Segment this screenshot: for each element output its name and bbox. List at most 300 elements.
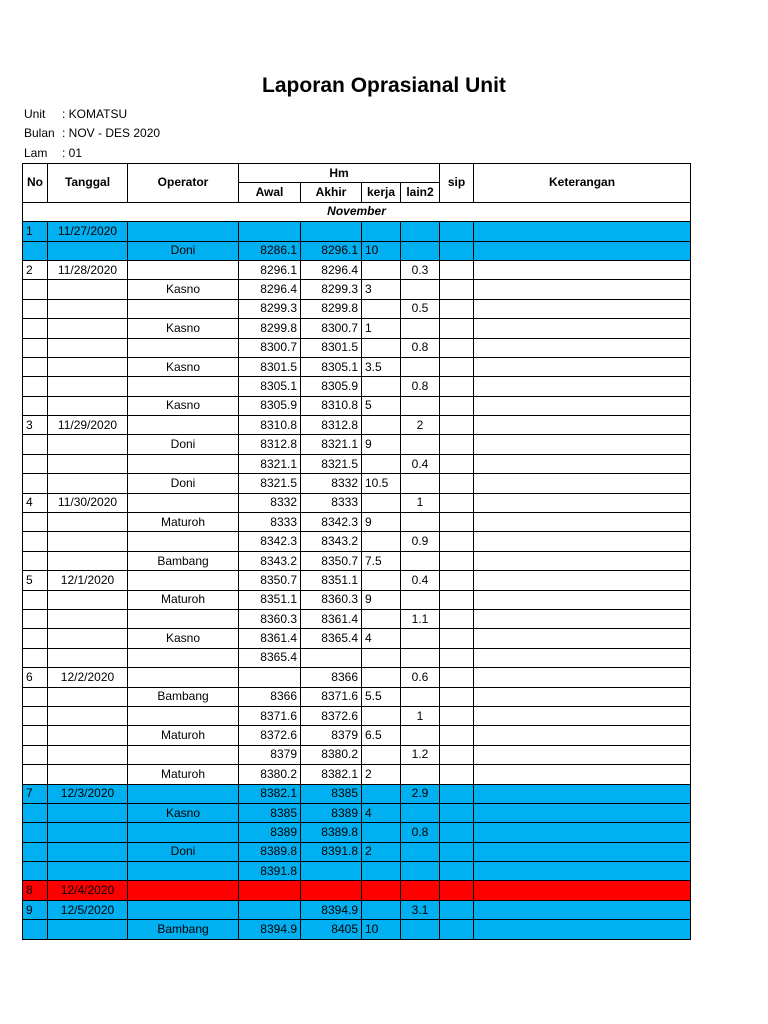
cell-operator: Doni (128, 842, 239, 861)
cell-sip (440, 765, 474, 784)
cell-operator (128, 338, 239, 357)
cell-no: 1 (23, 222, 48, 241)
cell-kerja: 2 (362, 765, 401, 784)
cell-lain2 (401, 842, 440, 861)
cell-tanggal (48, 280, 128, 299)
cell-awal: 8366 (239, 687, 301, 706)
cell-akhir: 8394.9 (301, 900, 362, 919)
cell-no (23, 474, 48, 493)
header-lain2: lain2 (401, 183, 440, 202)
cell-awal: 8350.7 (239, 571, 301, 590)
cell-no (23, 513, 48, 532)
table-row (23, 687, 691, 706)
table-row (23, 745, 691, 764)
cell-lain2: 2 (401, 416, 440, 435)
table-row (23, 532, 691, 551)
table-row (23, 299, 691, 318)
cell-kerja: 5.5 (362, 687, 401, 706)
cell-tanggal: 12/4/2020 (48, 881, 128, 900)
cell-lain2 (401, 590, 440, 609)
cell-awal: 8333 (239, 513, 301, 532)
cell-akhir: 8405 (301, 920, 362, 939)
header-no: No (23, 164, 48, 203)
table-row (23, 260, 691, 279)
cell-kerja (362, 416, 401, 435)
table-row (23, 823, 691, 842)
cell-awal (239, 900, 301, 919)
cell-tanggal (48, 532, 128, 551)
table-row (23, 706, 691, 725)
cell-akhir: 8310.8 (301, 396, 362, 415)
cell-tanggal (48, 920, 128, 939)
cell-tanggal (48, 745, 128, 764)
cell-kerja: 10 (362, 920, 401, 939)
cell-akhir: 8305.9 (301, 377, 362, 396)
cell-awal: 8382.1 (239, 784, 301, 803)
cell-tanggal (48, 823, 128, 842)
cell-tanggal (48, 241, 128, 260)
cell-kerja (362, 532, 401, 551)
cell-sip (440, 726, 474, 745)
cell-no (23, 396, 48, 415)
cell-kerja: 10 (362, 241, 401, 260)
cell-keterangan (474, 920, 691, 939)
cell-akhir: 8351.1 (301, 571, 362, 590)
cell-akhir (301, 862, 362, 881)
cell-keterangan (474, 493, 691, 512)
cell-keterangan (474, 609, 691, 628)
cell-kerja (362, 493, 401, 512)
table-row (23, 222, 691, 241)
cell-no (23, 357, 48, 376)
cell-tanggal (48, 551, 128, 570)
cell-operator (128, 609, 239, 628)
cell-no (23, 862, 48, 881)
cell-keterangan (474, 513, 691, 532)
cell-no: 3 (23, 416, 48, 435)
meta-bulan-value: : NOV - DES 2020 (62, 126, 161, 140)
cell-akhir: 8299.8 (301, 299, 362, 318)
cell-awal: 8391.8 (239, 862, 301, 881)
cell-awal: 8332 (239, 493, 301, 512)
table-row (23, 338, 691, 357)
cell-awal: 8389 (239, 823, 301, 842)
cell-akhir: 8342.3 (301, 513, 362, 532)
cell-tanggal (48, 842, 128, 861)
cell-operator (128, 299, 239, 318)
cell-keterangan (474, 454, 691, 473)
header-row (23, 164, 691, 183)
cell-tanggal (48, 319, 128, 338)
table-row (23, 629, 691, 648)
cell-lain2: 0.4 (401, 454, 440, 473)
cell-lain2: 0.8 (401, 823, 440, 842)
cell-kerja: 3.5 (362, 357, 401, 376)
cell-akhir (301, 881, 362, 900)
cell-kerja (362, 706, 401, 725)
cell-operator: Doni (128, 241, 239, 260)
cell-kerja (362, 900, 401, 919)
cell-awal: 8299.3 (239, 299, 301, 318)
cell-akhir: 8296.1 (301, 241, 362, 260)
cell-sip (440, 687, 474, 706)
cell-awal: 8360.3 (239, 609, 301, 628)
cell-operator: Kasno (128, 396, 239, 415)
cell-no (23, 454, 48, 473)
cell-kerja (362, 338, 401, 357)
cell-keterangan (474, 474, 691, 493)
cell-kerja: 5 (362, 396, 401, 415)
cell-keterangan (474, 260, 691, 279)
cell-keterangan (474, 881, 691, 900)
cell-no (23, 280, 48, 299)
cell-lain2: 1 (401, 493, 440, 512)
cell-tanggal (48, 629, 128, 648)
cell-akhir: 8371.6 (301, 687, 362, 706)
cell-lain2: 0.3 (401, 260, 440, 279)
month-label: November (23, 202, 691, 221)
cell-tanggal: 11/27/2020 (48, 222, 128, 241)
cell-tanggal: 11/28/2020 (48, 260, 128, 279)
cell-kerja: 4 (362, 629, 401, 648)
cell-tanggal (48, 862, 128, 881)
cell-sip (440, 551, 474, 570)
cell-awal: 8310.8 (239, 416, 301, 435)
cell-keterangan (474, 823, 691, 842)
table-row (23, 784, 691, 803)
table-row (23, 668, 691, 687)
cell-keterangan (474, 416, 691, 435)
table-row (23, 765, 691, 784)
cell-tanggal (48, 687, 128, 706)
meta-lam-value: : 01 (62, 146, 83, 160)
cell-keterangan (474, 338, 691, 357)
cell-sip (440, 609, 474, 628)
cell-no (23, 377, 48, 396)
cell-keterangan (474, 590, 691, 609)
cell-operator (128, 881, 239, 900)
cell-sip (440, 474, 474, 493)
cell-keterangan (474, 551, 691, 570)
cell-kerja (362, 222, 401, 241)
cell-operator: Kasno (128, 803, 239, 822)
cell-awal: 8343.2 (239, 551, 301, 570)
meta-unit-label: Unit (24, 107, 46, 121)
header-hm: Hm (239, 164, 440, 183)
table-row (23, 900, 691, 919)
cell-tanggal (48, 765, 128, 784)
cell-lain2 (401, 551, 440, 570)
cell-lain2 (401, 319, 440, 338)
cell-no: 6 (23, 668, 48, 687)
cell-sip (440, 803, 474, 822)
table-row (23, 571, 691, 590)
cell-kerja (362, 668, 401, 687)
cell-kerja (362, 260, 401, 279)
cell-sip (440, 862, 474, 881)
cell-keterangan (474, 726, 691, 745)
cell-kerja: 9 (362, 435, 401, 454)
cell-lain2 (401, 396, 440, 415)
table-row (23, 609, 691, 628)
cell-keterangan (474, 862, 691, 881)
cell-akhir: 8379 (301, 726, 362, 745)
cell-operator: Kasno (128, 629, 239, 648)
cell-keterangan (474, 784, 691, 803)
cell-sip (440, 842, 474, 861)
table-row (23, 881, 691, 900)
cell-keterangan (474, 765, 691, 784)
cell-awal: 8296.1 (239, 260, 301, 279)
cell-operator: Maturoh (128, 726, 239, 745)
cell-operator (128, 222, 239, 241)
cell-operator (128, 454, 239, 473)
cell-no (23, 823, 48, 842)
cell-no (23, 648, 48, 667)
cell-no: 9 (23, 900, 48, 919)
cell-tanggal: 12/5/2020 (48, 900, 128, 919)
cell-operator: Kasno (128, 357, 239, 376)
cell-keterangan (474, 435, 691, 454)
cell-awal (239, 222, 301, 241)
cell-no: 7 (23, 784, 48, 803)
cell-tanggal: 11/30/2020 (48, 493, 128, 512)
cell-awal: 8342.3 (239, 532, 301, 551)
table-row (23, 241, 691, 260)
cell-keterangan (474, 687, 691, 706)
table-row (23, 396, 691, 415)
cell-lain2: 0.5 (401, 299, 440, 318)
cell-lain2: 0.6 (401, 668, 440, 687)
cell-kerja (362, 745, 401, 764)
table-row (23, 648, 691, 667)
cell-sip (440, 493, 474, 512)
meta-unit (24, 107, 127, 121)
table-row (23, 416, 691, 435)
meta-lam (24, 146, 82, 160)
cell-operator: Maturoh (128, 765, 239, 784)
table-row (23, 454, 691, 473)
cell-operator (128, 900, 239, 919)
cell-tanggal (48, 454, 128, 473)
cell-kerja: 6.5 (362, 726, 401, 745)
cell-akhir: 8389 (301, 803, 362, 822)
cell-operator (128, 745, 239, 764)
cell-lain2 (401, 629, 440, 648)
cell-lain2: 1 (401, 706, 440, 725)
cell-sip (440, 920, 474, 939)
cell-sip (440, 629, 474, 648)
cell-no: 2 (23, 260, 48, 279)
cell-operator (128, 493, 239, 512)
cell-kerja (362, 299, 401, 318)
cell-lain2: 2.9 (401, 784, 440, 803)
cell-sip (440, 532, 474, 551)
table-row (23, 842, 691, 861)
cell-operator (128, 377, 239, 396)
cell-no (23, 629, 48, 648)
header-tanggal: Tanggal (48, 164, 128, 203)
cell-awal: 8394.9 (239, 920, 301, 939)
cell-sip (440, 590, 474, 609)
table-row (23, 862, 691, 881)
cell-kerja (362, 648, 401, 667)
cell-no (23, 609, 48, 628)
cell-awal: 8361.4 (239, 629, 301, 648)
cell-no (23, 241, 48, 260)
cell-akhir: 8385 (301, 784, 362, 803)
cell-no (23, 745, 48, 764)
cell-akhir: 8372.6 (301, 706, 362, 725)
cell-sip (440, 280, 474, 299)
table-row (23, 319, 691, 338)
cell-awal: 8321.5 (239, 474, 301, 493)
cell-sip (440, 668, 474, 687)
table-row (23, 357, 691, 376)
cell-keterangan (474, 396, 691, 415)
header-kerja: kerja (362, 183, 401, 202)
cell-akhir: 8321.5 (301, 454, 362, 473)
cell-akhir: 8361.4 (301, 609, 362, 628)
cell-kerja (362, 454, 401, 473)
cell-tanggal (48, 338, 128, 357)
cell-no (23, 842, 48, 861)
month-row (23, 202, 691, 221)
cell-awal: 8305.9 (239, 396, 301, 415)
cell-awal: 8385 (239, 803, 301, 822)
cell-sip (440, 435, 474, 454)
cell-lain2: 0.8 (401, 338, 440, 357)
cell-awal: 8301.5 (239, 357, 301, 376)
cell-akhir: 8305.1 (301, 357, 362, 376)
cell-lain2 (401, 765, 440, 784)
cell-lain2 (401, 241, 440, 260)
cell-keterangan (474, 357, 691, 376)
cell-operator (128, 532, 239, 551)
cell-akhir: 8382.1 (301, 765, 362, 784)
cell-tanggal: 11/29/2020 (48, 416, 128, 435)
cell-awal (239, 668, 301, 687)
cell-lain2 (401, 687, 440, 706)
cell-operator (128, 648, 239, 667)
table-row (23, 280, 691, 299)
cell-tanggal (48, 648, 128, 667)
cell-sip (440, 513, 474, 532)
cell-akhir: 8321.1 (301, 435, 362, 454)
cell-operator (128, 260, 239, 279)
table-row (23, 551, 691, 570)
cell-akhir: 8300.7 (301, 319, 362, 338)
cell-sip (440, 260, 474, 279)
cell-sip (440, 454, 474, 473)
cell-operator: Doni (128, 435, 239, 454)
cell-operator: Maturoh (128, 513, 239, 532)
cell-sip (440, 571, 474, 590)
cell-sip (440, 784, 474, 803)
cell-sip (440, 319, 474, 338)
cell-keterangan (474, 745, 691, 764)
cell-tanggal (48, 357, 128, 376)
cell-keterangan (474, 532, 691, 551)
cell-operator: Doni (128, 474, 239, 493)
cell-no (23, 803, 48, 822)
cell-keterangan (474, 668, 691, 687)
cell-keterangan (474, 648, 691, 667)
cell-keterangan (474, 571, 691, 590)
cell-sip (440, 900, 474, 919)
cell-lain2: 3.1 (401, 900, 440, 919)
cell-akhir: 8366 (301, 668, 362, 687)
cell-no (23, 706, 48, 725)
cell-no (23, 338, 48, 357)
cell-operator (128, 416, 239, 435)
cell-akhir: 8360.3 (301, 590, 362, 609)
cell-akhir: 8332 (301, 474, 362, 493)
cell-keterangan (474, 222, 691, 241)
cell-akhir: 8380.2 (301, 745, 362, 764)
cell-sip (440, 706, 474, 725)
cell-operator (128, 571, 239, 590)
cell-lain2 (401, 648, 440, 667)
cell-operator: Maturoh (128, 590, 239, 609)
cell-awal: 8372.6 (239, 726, 301, 745)
cell-operator (128, 862, 239, 881)
cell-kerja: 4 (362, 803, 401, 822)
cell-sip (440, 823, 474, 842)
cell-kerja (362, 862, 401, 881)
cell-keterangan (474, 629, 691, 648)
cell-akhir: 8296.4 (301, 260, 362, 279)
cell-lain2: 1.2 (401, 745, 440, 764)
cell-operator: Kasno (128, 280, 239, 299)
cell-keterangan (474, 319, 691, 338)
cell-kerja (362, 571, 401, 590)
cell-awal: 8286.1 (239, 241, 301, 260)
meta-bulan (24, 126, 160, 140)
cell-no (23, 590, 48, 609)
cell-sip (440, 396, 474, 415)
cell-kerja: 1 (362, 319, 401, 338)
cell-no (23, 299, 48, 318)
cell-tanggal (48, 513, 128, 532)
cell-awal: 8305.1 (239, 377, 301, 396)
cell-akhir: 8343.2 (301, 532, 362, 551)
cell-lain2 (401, 803, 440, 822)
cell-awal: 8389.8 (239, 842, 301, 861)
cell-no (23, 551, 48, 570)
cell-sip (440, 377, 474, 396)
cell-sip (440, 416, 474, 435)
cell-awal: 8321.1 (239, 454, 301, 473)
cell-lain2 (401, 222, 440, 241)
cell-lain2 (401, 435, 440, 454)
header-operator: Operator (128, 164, 239, 203)
cell-awal: 8380.2 (239, 765, 301, 784)
cell-keterangan (474, 900, 691, 919)
cell-keterangan (474, 241, 691, 260)
cell-operator (128, 784, 239, 803)
cell-sip (440, 338, 474, 357)
cell-sip (440, 745, 474, 764)
cell-awal: 8371.6 (239, 706, 301, 725)
cell-no (23, 687, 48, 706)
table-row (23, 513, 691, 532)
table-row (23, 803, 691, 822)
header-akhir: Akhir (301, 183, 362, 202)
table-row (23, 493, 691, 512)
meta-unit-value: : KOMATSU (62, 107, 128, 121)
cell-lain2 (401, 862, 440, 881)
